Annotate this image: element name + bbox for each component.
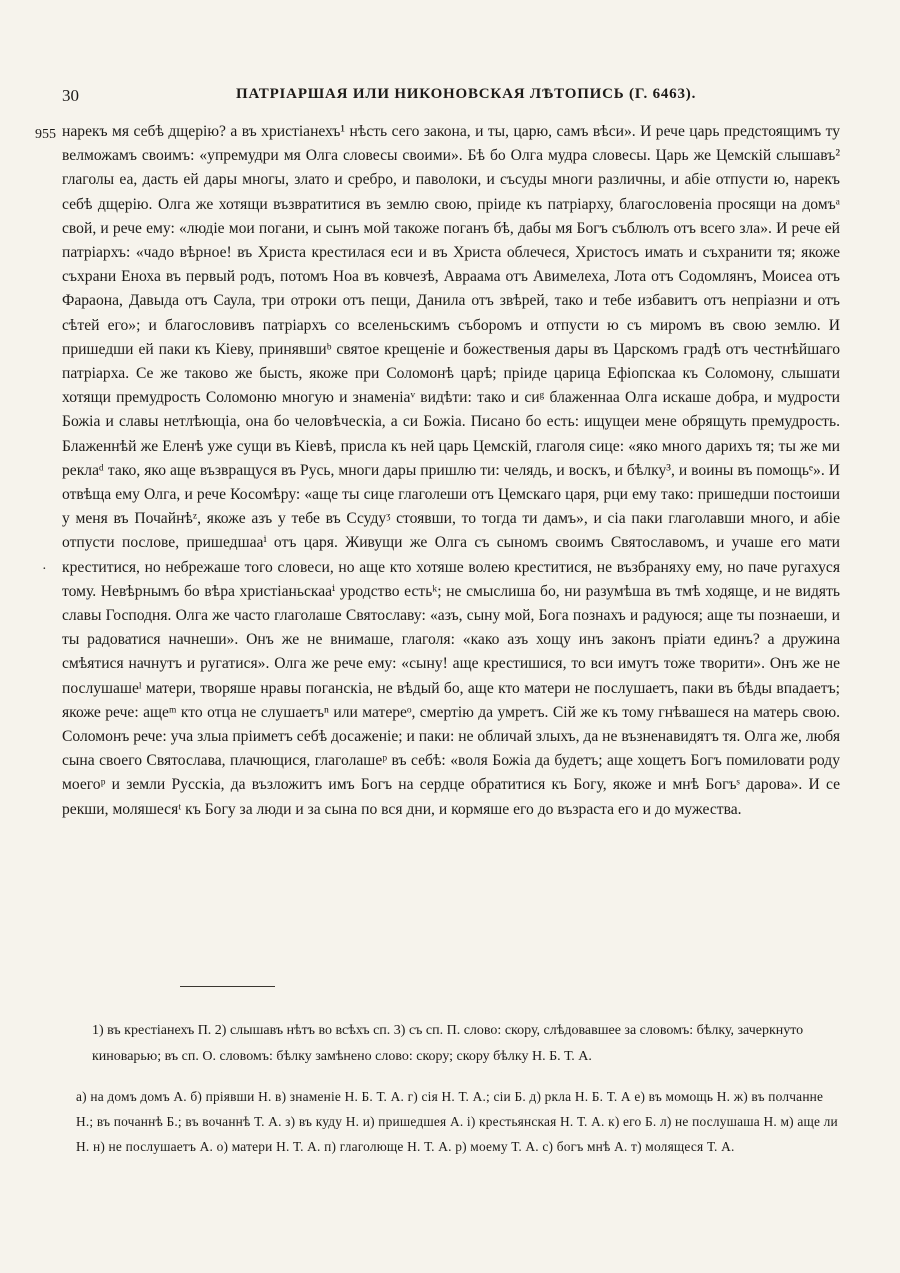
margin-year: 955: [35, 127, 56, 142]
margin-dot: ·: [42, 562, 47, 577]
page-number: 30: [62, 86, 79, 105]
chronicle-text: нарекъ мя себѣ дщерію? а въ христіанехъ¹ нѣсть сего закона, и ты, царю, самъ вѣси». И рече царь предстоящимъ ту велможамъ своимъ: «упремудри мя Олга словесы своими». Бѣ бо Олга мудра словесы. Царь же Цемскій слышавъ² глаголы еа, дасть ей дары многы, злато и сребро, и паволоки, и съсуды многи различны, и абіе отпусти ю, нарекъ себѣ дщерію. Олга же хотящи възвратитися въ землю свою, пріиде къ патріарху, благословеніа просящи на домъᵃ свой, и рече ему: «людіе мои погани, и сынъ мой такоже поганъ бѣ, дабы мя Богъ съблюлъ отъ всего зла». И рече ей патріархъ: «чадо вѣрное! въ Христа крестилася еси и въ Христа облечеся, Христосъ имать и съхранити тя; якоже съхрани Еноха въ первый родъ, потомъ Ноа въ ковчезѣ, Авраама отъ Авимелеха, Лота отъ Содомлянъ, Моисеа отъ Фараона, Давыда отъ Саула, три отроки отъ пещи, Данила отъ звѣрей, тако и тебе избавитъ отъ непріазни и отъ сѣтей его»; и благословивъ патріархъ со вселеньскимъ съборомъ и отпусти ю съ миромъ въ свою землю. И пришедши ей паки къ Кіеву, принявшиᵇ святое крещеніе и божественыя дары въ Царскомъ градѣ отъ честнѣйшаго патріарха. Се же таково же бысть, якоже при Соломонѣ царѣ; пріиде царица Ефіопскаа къ Соломону, слышати хотящи премудрость Соломоню многую и знаменіаᵛ видѣти: тако и сиᵍ блаженнаа Олга искаше добра, и мудрости Божіа и славы нетлѣющіа, она бо человѣческіа, а си Божіа. Писано бо есть: ищущеи мене обрящуть премудрость. Блаженнѣй же Еленѣ уже сущи въ Кіевѣ, присла къ ней царь Цемскій, глаголя сице: «яко много дарихъ тя; ты же ми реклаᵈ тако, яко аще възвращуся въ Русь, многи дары пришлю ти: челядь, и воскъ, и бѣлку³, и воины въ помощьᵉ». И отвѣща ему Олга, и рече Косомѣру: «аще ты сице глаголеши отъ Цемскаго царя, рци ему тако: пришедши постоиши у меня въ Почайнѣᶻ, якоже азъ у тебе въ Ссудуᶾ стоявши, то тогда ти дамъ», и сіа паки глаголавши много, и абіе отпусти послове, пришедшааⁱ отъ царя. Живущи же Олга съ сыномъ своимъ Святославомъ, и учаше его мати креститися, но небрежаше того словеси, но аще кто хотяше волею креститися, не възбраняху ему, но паче ругахуся тому. Невѣрнымъ бо вѣра христіаньскааⁱ уродство естьᵏ; не смыслиша бо, ни разумѣша въ тмѣ ходяще, и не видять славы Господня. Олга же часто глаголаше Святославу: «азъ, сыну мой, Бога познахъ и радуюся; аще ты познаеши, и ты радоватися начнеши». Онъ же не внимаше, глаголя: «како азъ хощу инъ законъ пріати единъ? а дружина смѣятися начнутъ и ругатися». Олга же рече ему: «сыну! аще крестишися, то вси имутъ тоже творити». Онъ же не послушашеˡ матери, творяше нравы поганскіа, не вѣдый бо, аще кто матери не послушаетъ, паки въ бѣды впадаетъ; якоже рече: ащеᵐ кто отца не слушаетъⁿ или матереᵒ, смертію да умретъ. Сій же къ тому гнѣвашеся на матерь свою. Соломонъ рече: уча злыа пріиметъ себѣ досаженіе; и паки: не обличай злыхъ, да не възненавидятъ тя. Олга же, любя сына своего Святослава, плачющися, глаголашеᵖ въ себѣ: «воля Божіа да будетъ; аще хощетъ Богъ помиловати роду моегоᵖ и земли Русскіа, да възложитъ имъ Богъ на сердце обратитися къ Богу, якоже и мнѣ Богъˢ дарова». И се рекши, моляшесяᵗ къ Богу за люди и за сына по вся дни, и кормяше его до възраста его и до мужества.: [62, 123, 840, 818]
footnotes: 1) въ крестіанехъ П. 2) слышавъ нѣтъ во всѣхъ сп. 3) съ сп. П. слово: скору, слѣдовавшее за словомъ: бѣлку, зачеркнуто киноварью; въ сп. О. словомъ: бѣлку замѣнено слово: скору; скору бѣлку Н. Б. Т. А.: [92, 1023, 804, 1064]
running-head: ПАТРІАРШАЯ ИЛИ НИКОНОВСКАЯ ЛѢТОПИСЬ (Г. 6463).: [236, 86, 697, 102]
variant-readings: а) на домъ домъ А. б) пріявши Н. в) знаменіе Н. Б. Т. А. г) сія Н. Т. А.; сіи Б. д) ркла Н. Б. Т. А е) въ момощь Н. ж) въ полчанне Н.; въ почаннѣ Б.; въ вочаннѣ Т. А. з) въ куду Н. и) пришедшея А. і) крестьянская Н. Т. А. к) его Б. л) не послушаша Н. м) аще ли Н. н) не послушаетъ А. о) матери Н. Т. А. п) глаголюще Н. Т. А. р) моему Т. А. с) богъ мнѣ А. т) молящеся Т. А.: [76, 1089, 838, 1154]
footnote-rule: [180, 986, 275, 987]
